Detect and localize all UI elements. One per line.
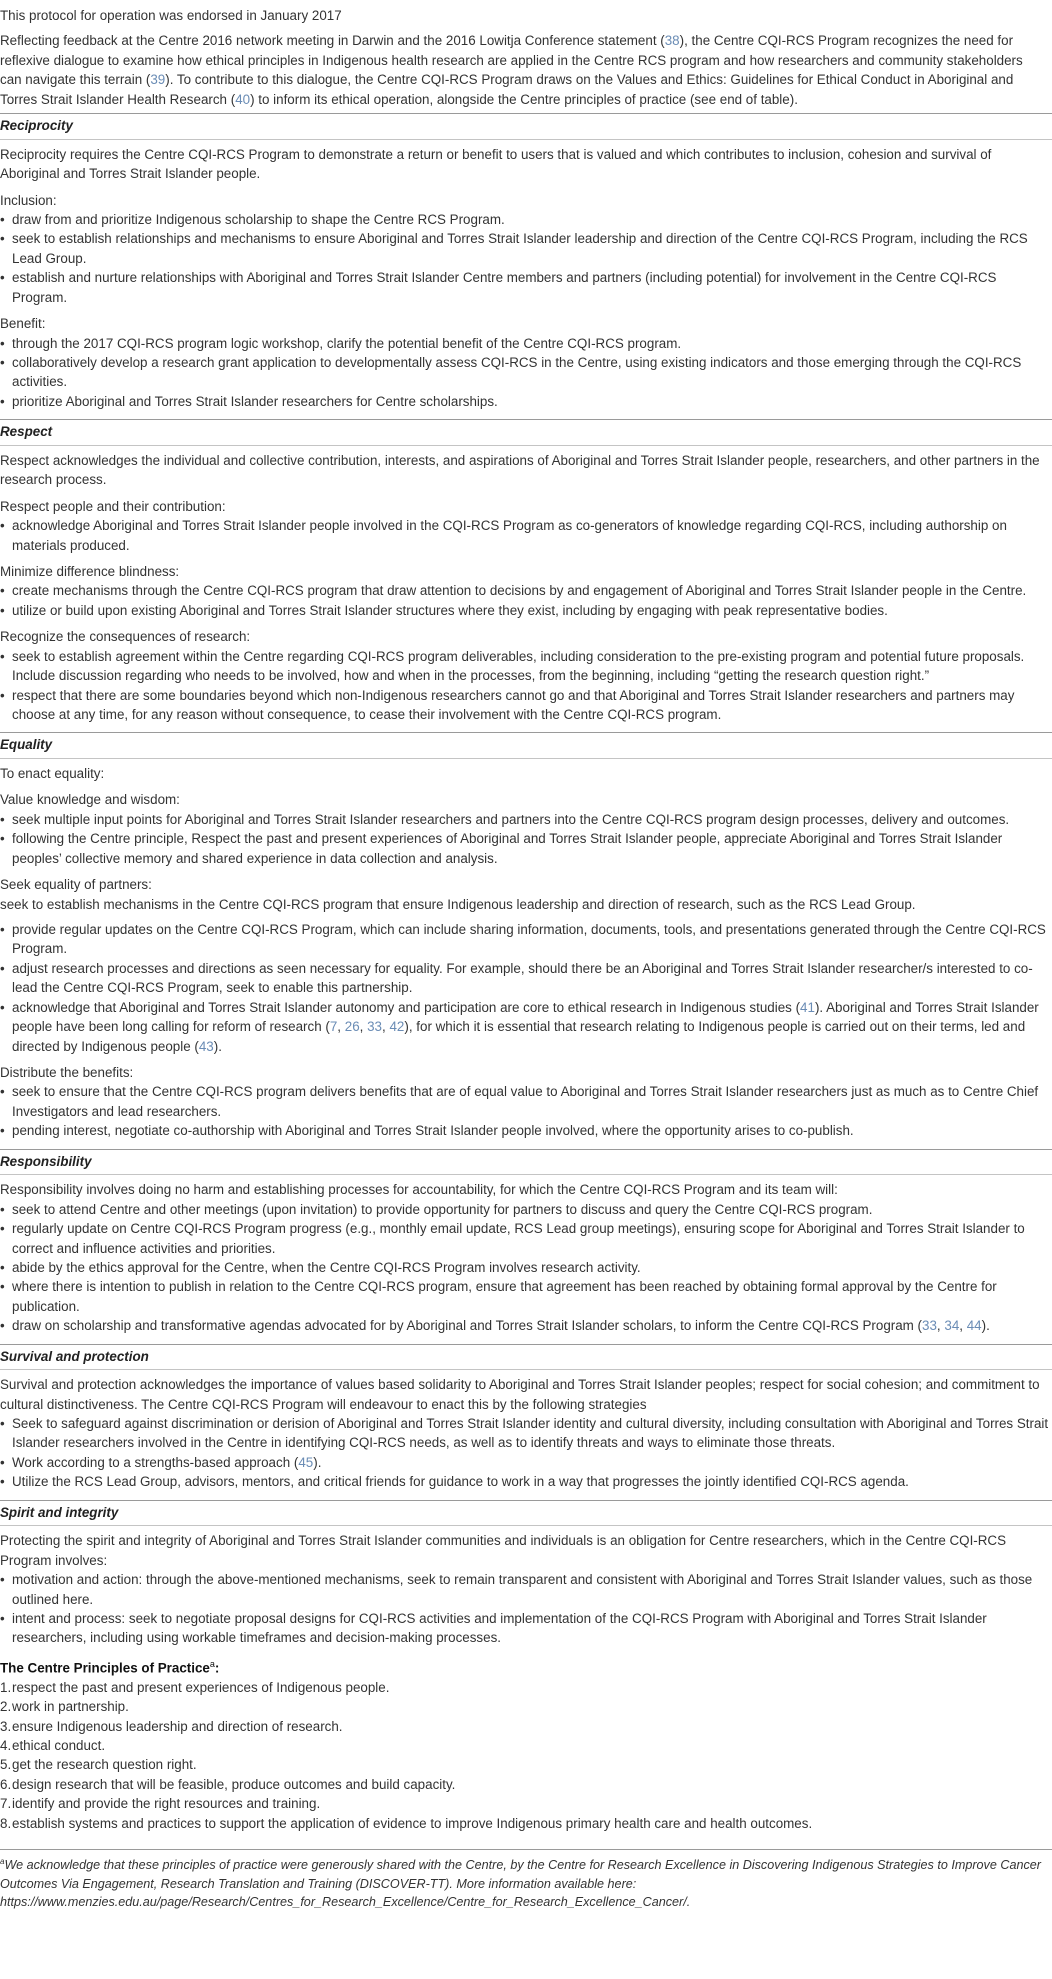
list-item: • Work according to a strengths-based approach (45).: [0, 1453, 1052, 1472]
list-item: • Utilize the RCS Lead Group, advisors, mentors, and critical friends for guidance to work in a way that progresses the jointly identified CQI-RCS agenda.: [0, 1472, 1052, 1491]
endorsement-line: This protocol for operation was endorsed in January 2017: [0, 8, 342, 23]
subheading-respect-people: Respect people and their contribution:: [0, 498, 226, 514]
partners-lead: seek to establish mechanisms in the Centre CQI-RCS program that ensure Indigenous leadership and direction of research, such as the RCS Lead Group.: [0, 896, 916, 912]
inclusion-list: [0, 210, 1052, 307]
section-lead: Respect acknowledges the individual and collective contribution, interests, and aspirations of Aboriginal and Torres Strait Islander people, researchers, and other partners in the research process.: [0, 452, 1040, 488]
list-item: • Seek to safeguard against discrimination or derision of Aboriginal and Torres Strait Islander identity and cultural diversity, including consultation with Aboriginal and Torres Strait Islander researchers involved in the Centre in identifying CQI-RCS needs, as well as to identify threats and ways to eliminate those threats.: [0, 1414, 1052, 1453]
citation-link[interactable]: 33: [367, 1019, 383, 1035]
section-heading-survival: Survival and protection: [0, 1344, 1052, 1370]
citation-link[interactable]: 33: [922, 1318, 937, 1334]
subheading-value-knowledge: Value knowledge and wisdom:: [0, 792, 180, 808]
list-item: • where there is intention to publish in relation to the Centre CQI-RCS program, ensure that agreement has been reached by obtaining formal approval by the Centre for publication.: [0, 1277, 1052, 1316]
principles-list: [0, 1678, 1052, 1834]
list-item: • seek to attend Centre and other meetings (upon invitation) to provide opportunity for partners to discuss and query the Centre CQI-RCS program.: [0, 1200, 1052, 1219]
table-footnote: $^a$We acknowledge that these principles of practice were generously shared with the Centre, by the Centre for Research Excellence in Discovering Indigenous Strategies to Improve Cancer Outcomes Via Engagement, Research Translation and Training (DISCOVER-TT). More information available here: https://www.menzies.edu.au/page/Research/Centres_for_Research_Excellence/Centre_for_Research_Excellence_Cancer/.: [0, 1849, 1052, 1911]
subheading-benefit: Benefit:: [0, 316, 46, 332]
list-item: • establish and nurture relationships with Aboriginal and Torres Strait Islander Centre members and partners (including potential) for involvement in the Centre CQI-RCS Program.: [0, 268, 1052, 307]
footnote-marker: a: [209, 1658, 215, 1669]
section-heading-equality: Equality: [0, 732, 1052, 758]
section-lead: To enact equality:: [0, 765, 105, 781]
subheading-difference-blindness: Minimize difference blindness:: [0, 563, 180, 579]
list-item: • intent and process: seek to negotiate proposal designs for CQI-RCS activities and implementation of the CQI-RCS Program with Aboriginal and Torres Strait Islander researchers, including using workable timeframes and decision-making processes.: [0, 1609, 1052, 1648]
list-item: • respect that there are some boundaries beyond which non-Indigenous researchers cannot go and that Aboriginal and Torres Strait Islander researchers and partners may choose at any time, for any reason without consequence, to cease their involvement with the Centre CQI-RCS program.: [0, 686, 1052, 725]
list-item: 4. ethical conduct.: [0, 1738, 106, 1754]
principles-title: The Centre Principles of Practice$^a$:: [0, 1658, 220, 1676]
section-lead: Responsibility involves doing no harm and establishing processes for accountability, for which the Centre CQI-RCS Program and its team will:: [0, 1182, 838, 1198]
consequences-list: [0, 647, 1052, 725]
subheading-equality-partners: Seek equality of partners:: [0, 877, 152, 893]
list-item: • draw on scholarship and transformative agendas advocated for by Aboriginal and Torres Strait Islander scholars, to inform the Centre CQI-RCS Program (33, 34, 44).: [0, 1316, 1052, 1335]
intro-section: [0, 0, 1052, 109]
list-item: 7. identify and provide the right resources and training.: [0, 1796, 321, 1812]
section-reciprocity: [0, 140, 1052, 416]
section-heading-respect: Respect: [0, 419, 1052, 445]
list-item: • provide regular updates on the Centre CQI-RCS Program, which can include sharing information, documents, tools, and presentations generated through the Centre CQI-RCS Program.: [0, 920, 1052, 959]
citation-link[interactable]: 39: [150, 72, 166, 88]
list-item: • draw from and prioritize Indigenous scholarship to shape the Centre RCS Program.: [0, 210, 1052, 229]
distribute-benefits-list: [0, 1082, 1052, 1140]
list-item: • collaboratively develop a research grant application to developmentally assess CQI-RCS in the Centre, using existing indicators and those emerging through the CQI-RCS activities.: [0, 353, 1052, 392]
section-survival: [0, 1370, 1052, 1496]
partners-list: [0, 920, 1052, 1056]
subheading-consequences: Recognize the consequences of research:: [0, 629, 251, 645]
section-spirit: [0, 1526, 1052, 1837]
citation-link[interactable]: 34: [944, 1318, 960, 1334]
benefit-list: [0, 334, 1052, 412]
citation-link[interactable]: 43: [198, 1038, 214, 1054]
citation-link[interactable]: 42: [389, 1019, 405, 1035]
list-item: 5. get the research question right.: [0, 1757, 197, 1773]
value-knowledge-list: [0, 810, 1052, 868]
intro-paragraph: Reflecting feedback at the Centre 2016 network meeting in Darwin and the 2016 Lowitja Conference statement (38), the Centre CQI-RCS Program recognizes the need for reflexive dialogue to examine how ethical principles in Indigenous health research are applied in the Centre RCS program and how researchers and community stakeholders can navigate this terrain (39). To contribute to this dialogue, the Centre CQI-RCS Program draws on the Values and Ethics: Guidelines for Ethical Conduct in Aboriginal and Torres Strait Islander Health Research (40) to inform its ethical operation, alongside the Centre principles of practice (see end of table).: [0, 33, 1023, 107]
list-item: • seek to establish relationships and mechanisms to ensure Aboriginal and Torres Strait Islander leadership and direction of the Centre CQI-RCS Program, including the RCS Lead Group.: [0, 229, 1052, 268]
citation-link[interactable]: 40: [235, 91, 251, 107]
list-item: • utilize or build upon existing Aboriginal and Torres Strait Islander structures where they exist, including by engaging with peak representative bodies.: [0, 601, 1052, 620]
list-item: • acknowledge Aboriginal and Torres Strait Islander people involved in the CQI-RCS Program as co-generators of knowledge regarding CQI-RCS, including authorship on materials produced.: [0, 516, 1052, 555]
respect-people-list: [0, 516, 1052, 555]
section-lead: Protecting the spirit and integrity of Aboriginal and Torres Strait Islander communities and individuals is an obligation for Centre researchers, which in the Centre CQI-RCS Program involves:: [0, 1533, 1007, 1568]
section-responsibility: [0, 1175, 1052, 1340]
list-item: 3. ensure Indigenous leadership and direction of research.: [0, 1718, 343, 1734]
section-heading-reciprocity: Reciprocity: [0, 113, 1052, 139]
list-item: • following the Centre principle, Respect the past and present experiences of Aboriginal and Torres Strait Islander people, appreciate Aboriginal and Torres Strait Islander peoples’ collective memory and shared experience in data collection and analysis.: [0, 829, 1052, 868]
section-equality: [0, 759, 1052, 1145]
list-item: • seek multiple input points for Aboriginal and Torres Strait Islander researchers and partners into the Centre CQI-RCS program design processes, delivery and outcomes.: [0, 810, 1052, 829]
list-item: 6. design research that will be feasible, produce outcomes and build capacity.: [0, 1776, 456, 1792]
subheading-inclusion: Inclusion:: [0, 192, 57, 208]
list-item: • pending interest, negotiate co-authorship with Aboriginal and Torres Strait Islander people involved, where the opportunity arises to co-publish.: [0, 1121, 1052, 1140]
citation-link[interactable]: 41: [800, 999, 815, 1015]
citation-link[interactable]: 38: [664, 33, 680, 49]
list-item: • prioritize Aboriginal and Torres Strait Islander researchers for Centre scholarships.: [0, 392, 1052, 411]
section-heading-spirit: Spirit and integrity: [0, 1500, 1052, 1526]
list-item: 8. establish systems and practices to support the application of evidence to improve Indigenous primary health care and health outcomes.: [0, 1815, 813, 1831]
list-item: • adjust research processes and directions as seen necessary for equality. For example, should there be an Aboriginal and Torres Strait Islander researcher/s interested to co-lead the Centre CQI-RCS Program, seek to enable this partnership.: [0, 959, 1052, 998]
list-item: • seek to establish agreement within the Centre regarding CQI-RCS program deliverables, including consideration to the pre-existing program and potential future proposals. Include discussion regarding who needs to be involved, how and when in the processes, from the beginning, including “getting the research question right.”: [0, 647, 1052, 686]
survival-list: [0, 1414, 1052, 1492]
list-item: • regularly update on Centre CQI-RCS Program progress (e.g., monthly email update, RCS Lead group meetings), ensuring scope for Aboriginal and Torres Strait Islander to correct and influence activities and priorities.: [0, 1219, 1052, 1258]
section-respect: [0, 446, 1052, 729]
spirit-list: [0, 1570, 1052, 1648]
list-item: • through the 2017 CQI-RCS program logic workshop, clarify the potential benefit of the Centre CQI-RCS program.: [0, 334, 1052, 353]
list-item: • abide by the ethics approval for the Centre, when the Centre CQI-RCS Program involves research activity.: [0, 1258, 1052, 1277]
difference-blindness-list: [0, 581, 1052, 620]
list-item: • motivation and action: through the above-mentioned mechanisms, seek to remain transparent and consistent with Aboriginal and Torres Strait Islander values, such as those outlined here.: [0, 1570, 1052, 1609]
responsibility-list: [0, 1200, 1052, 1336]
citation-link[interactable]: 7: [329, 1019, 338, 1035]
citation-link[interactable]: 44: [966, 1318, 982, 1334]
list-item: • acknowledge that Aboriginal and Torres Strait Islander autonomy and participation are core to ethical research in Indigenous studies (41). Aboriginal and Torres Strait Islander people have been long calling for reform of research (7, 26, 33, 42), for which it is essential that research relating to Indigenous people is carried out on their terms, led and directed by Indigenous people (43).: [0, 998, 1052, 1056]
section-heading-responsibility: Responsibility: [0, 1149, 1052, 1175]
citation-link[interactable]: 45: [298, 1454, 314, 1470]
citation-link[interactable]: 26: [344, 1019, 360, 1035]
subheading-distribute-benefits: Distribute the benefits:: [0, 1065, 134, 1080]
list-item: 2. work in partnership.: [0, 1699, 129, 1715]
list-item: 1. respect the past and present experiences of Indigenous people.: [0, 1679, 390, 1695]
section-lead: Survival and protection acknowledges the importance of values based solidarity to Aboriginal and Torres Strait Islander peoples; respect for social cohesion; and commitment to cultural distinctiveness. The Centre CQI-RCS Program will endeavour to enact this by the following strategies: [0, 1377, 1040, 1412]
footnote-marker: a: [0, 1857, 5, 1867]
list-item: • seek to ensure that the Centre CQI-RCS program delivers benefits that are of equal value to Aboriginal and Torres Strait Islander researchers just as much as to Centre Chief Investigators and lead researchers.: [0, 1082, 1052, 1121]
list-item: • create mechanisms through the Centre CQI-RCS program that draw attention to decisions by and engagement of Aboriginal and Torres Strait Islander people in the Centre.: [0, 581, 1052, 600]
section-lead: Reciprocity requires the Centre CQI-RCS Program to demonstrate a return or benefit to users that is valued and which contributes to inclusion, cohesion and survival of Aboriginal and Torres Strait Islander people.: [0, 146, 992, 182]
